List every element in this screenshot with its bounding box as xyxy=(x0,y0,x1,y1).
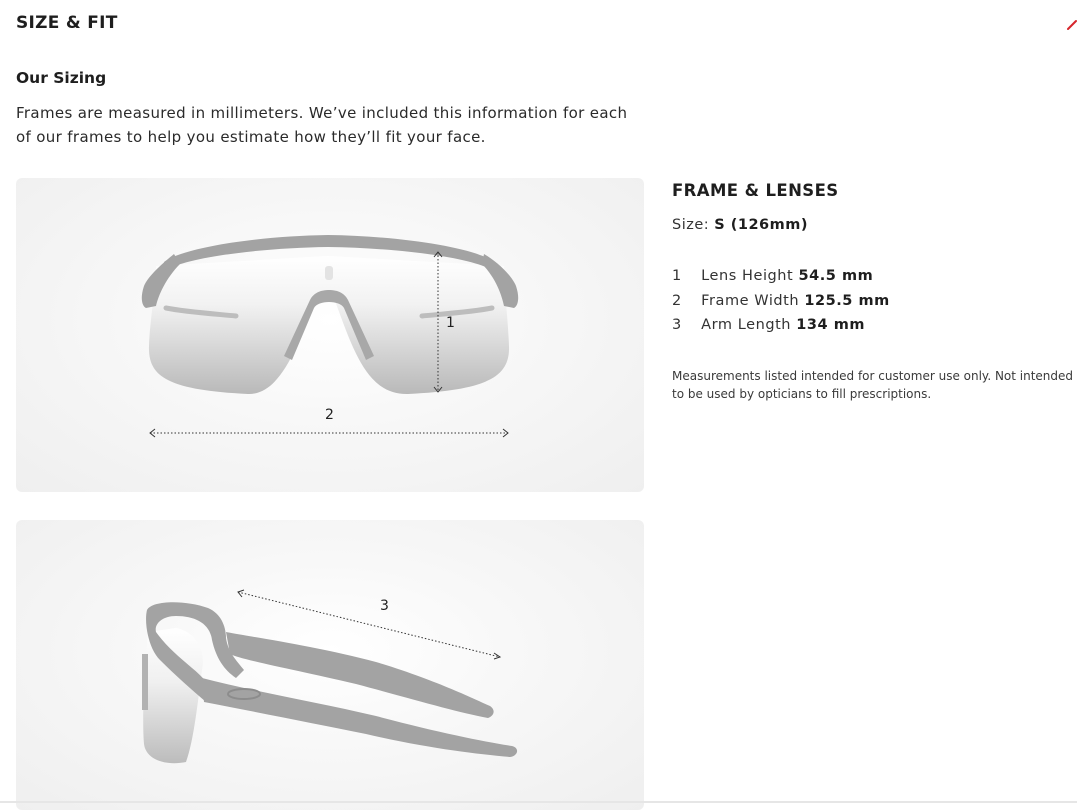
size-value: S (126mm) xyxy=(714,217,808,233)
arm-length-marker: 3 xyxy=(380,598,389,614)
close-icon[interactable] xyxy=(1065,16,1077,34)
measurement-row-lens-height xyxy=(672,268,890,293)
sizing-intro: Frames are measured in millimeters. We’ve included this information for each of our frames to help you estimate how they’ll fit your face. xyxy=(16,104,628,146)
measurement-number: 2 xyxy=(672,292,682,309)
measurement-value: 54.5 mm xyxy=(798,268,874,284)
lens-height-marker: 1 xyxy=(446,315,455,331)
sizing-heading: Our Sizing xyxy=(16,69,107,87)
measurement-row-arm-length xyxy=(672,317,890,342)
side-view-illustration xyxy=(16,520,644,810)
measurement-row-frame-width xyxy=(672,293,890,318)
front-view-image xyxy=(16,178,644,492)
frame-lenses-heading: FRAME & LENSES xyxy=(672,181,839,200)
measurement-label: Lens Height xyxy=(701,268,794,284)
measurement-list xyxy=(672,268,890,342)
size-line xyxy=(672,217,808,233)
measurement-number: 1 xyxy=(672,268,682,284)
front-view-illustration xyxy=(16,178,644,492)
measurement-disclaimer: Measurements listed intended for customer use only. Not intended to be used by opticians to fill prescriptions. xyxy=(672,369,1074,401)
measurement-label: Arm Length xyxy=(701,317,792,333)
measurement-value: 125.5 mm xyxy=(804,292,890,309)
measurement-number: 3 xyxy=(672,317,682,333)
section-title: SIZE & FIT xyxy=(16,13,118,33)
measurement-value: 134 mm xyxy=(796,317,866,333)
measurement-label: Frame Width xyxy=(701,292,800,309)
size-label: Size: xyxy=(672,217,710,233)
side-view-image xyxy=(16,520,644,810)
frame-width-marker: 2 xyxy=(325,407,334,423)
